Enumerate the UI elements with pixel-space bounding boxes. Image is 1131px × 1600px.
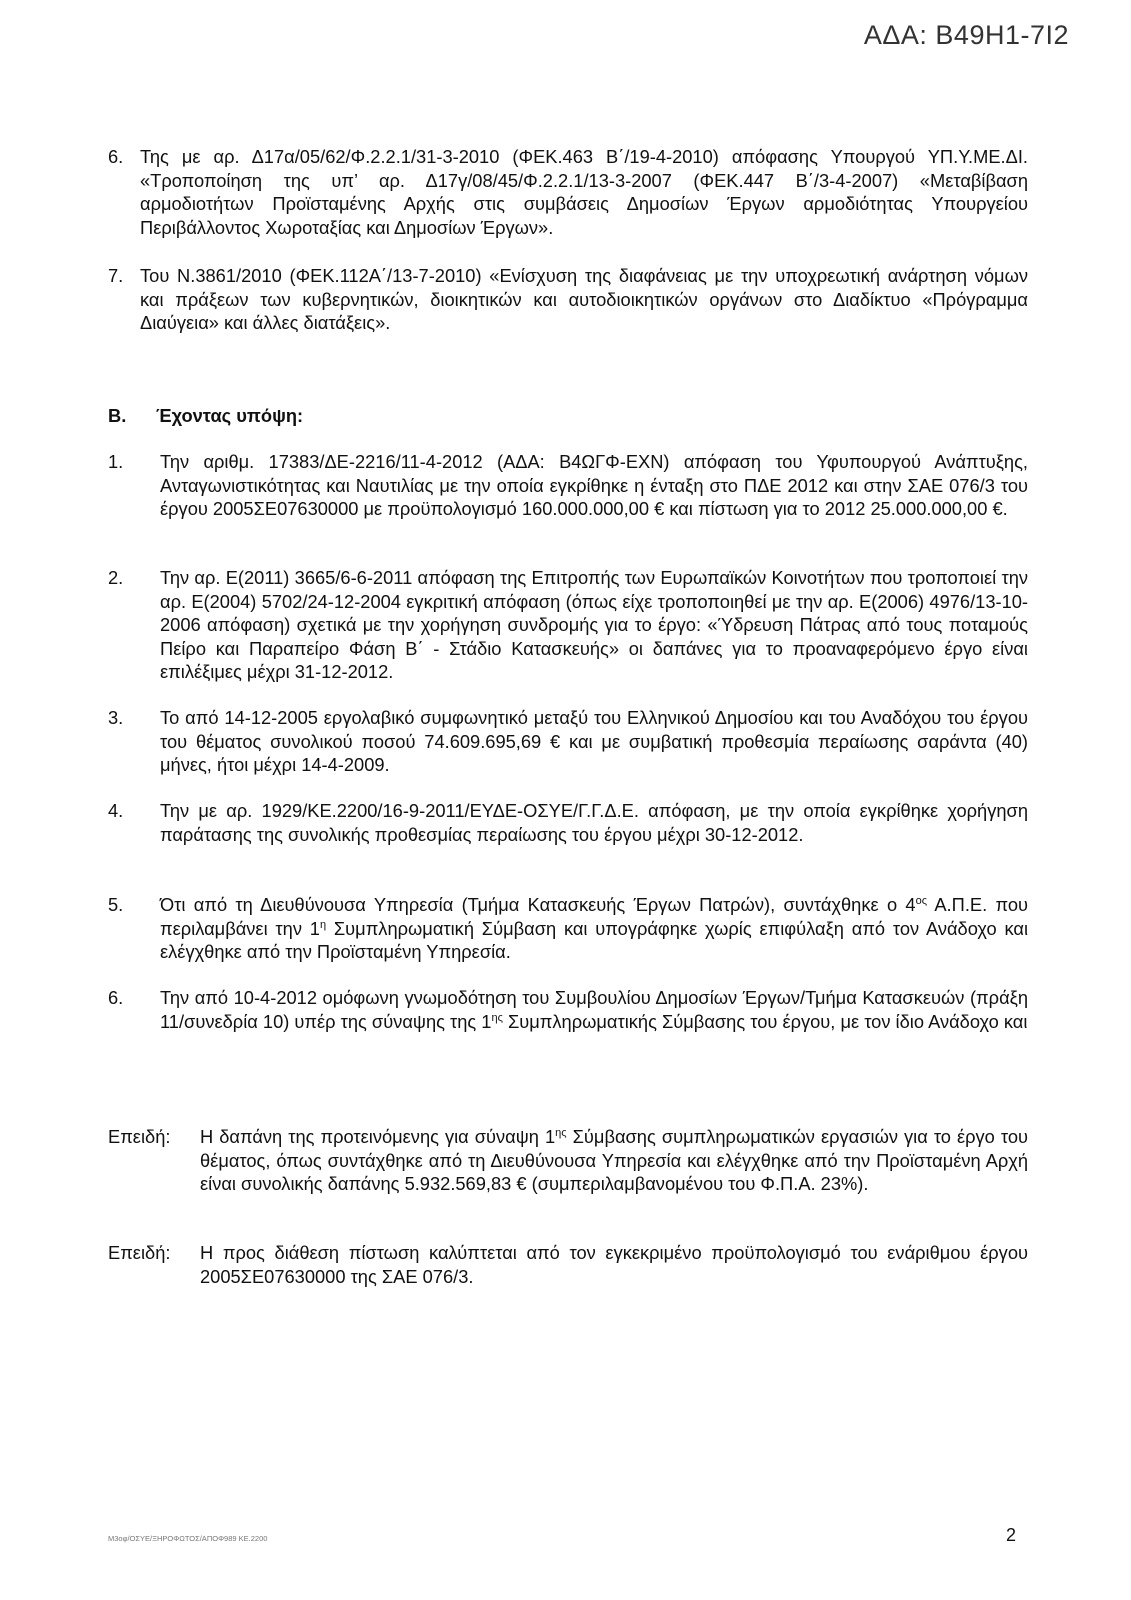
- item-text: Την αριθμ. 17383/ΔΕ-2216/11-4-2012 (ΑΔΑ: Β4ΩΓΦ-ΕΧΝ) απόφαση του Υφυπουργού Ανάπτυξης, Ανταγωνιστικότητας και Ναυτιλίας με την οποία εγκρίθηκε η ένταξη στο ΠΔΕ 2012 και στην ΣΑΕ 076/3 του έργου 2005ΣΕ07630000 με προϋπολογισμό 160.000.000,00 € και πίστωση για το 2012 25.000.000,00 €.: [160, 451, 1028, 519]
- item-number: 3.: [108, 707, 124, 728]
- item-text: Ότι από τη Διευθύνουσα Υπηρεσία (Τμήμα Κατασκευής Έργων Πατρών), συντάχθηκε ο $4^{o\varsigma}$ Α.Π.Ε. που περιλαμβάνει την $1^\eta$ Συμπληρωματική Σύμβαση και υπογράφηκε χωρίς επιφύλαξη από τον Ανάδοχο και ελέγχθηκε από την Προϊσταμένη Υπηρεσία.: [160, 894, 1029, 962]
- list-item: [108, 450, 1028, 521]
- item-number: 6.: [108, 146, 124, 167]
- list-item: [108, 706, 1028, 777]
- list-item: [108, 986, 1028, 1033]
- item-text: Την με αρ. 1929/ΚΕ.2200/16-9-2011/ΕΥΔΕ-ΟΣΥΕ/Γ.Γ.Δ.Ε. απόφαση, με την οποία εγκρίθηκε χορήγηση παράτασης της συνολικής προθεσμίας περαίωσης του έργου μέχρι 30-12-2012.: [160, 800, 1028, 845]
- consideration: [108, 1241, 1028, 1288]
- ada-code: ΑΔΑ: Β49Η1-7Ι2: [863, 20, 1069, 50]
- list-item: [108, 799, 1028, 846]
- item-text: Το από 14-12-2005 εργολαβικό συμφωνητικό μεταξύ του Ελληνικού Δημοσίου και του Αναδόχου του έργου του θέματος συνολικού ποσού 74.609.695,69 € και με συμβατική προθεσμία περαίωσης σαράντα (40) μήνες, ήτοι μέχρι 14-4-2009.: [160, 707, 1028, 775]
- section-b-heading: [108, 405, 303, 427]
- footer-reference: Μ3οφ/ΟΣΥΕ/ΞΗΡΟΦΩΤΟΣ/ΑΠΟΦ989 ΚΕ.2200: [108, 1534, 268, 1543]
- page-number: 2: [1006, 1525, 1017, 1545]
- item-text: Του Ν.3861/2010 (ΦΕΚ.112Α΄/13-7-2010) «Ενίσχυση της διαφάνειας με την υποχρεωτική ανάρτηση νόμων και πράξεων των κυβερνητικών, διοικητικών και αυτοδιοικητικών οργάνων στο Διαδίκτυο «Πρόγραμμα Διαύγεια» και άλλες διατάξεις».: [140, 265, 1028, 333]
- item-number: 7.: [108, 265, 124, 286]
- item-number: 6.: [108, 987, 124, 1008]
- item-number: 4.: [108, 800, 124, 821]
- consideration-text: Η προς διάθεση πίστωση καλύπτεται από τον εγκεκριμένο προϋπολογισμό του ενάριθμου έργου 2005ΣΕ07630000 της ΣΑΕ 076/3.: [200, 1242, 1028, 1287]
- consideration-label: Επειδή:: [108, 1126, 171, 1147]
- item-text: Της με αρ. Δ17α/05/62/Φ.2.2.1/31-3-2010 (ΦΕΚ.463 Β΄/19-4-2010) απόφασης Υπουργού ΥΠ.Υ.ΜΕ.ΔΙ. «Τροποποίηση της υπ’ αρ. Δ17γ/08/45/Φ.2.2.1/13-3-2007 (ΦΕΚ.447 Β΄/3-4-2007) «Μεταβίβαση αρμοδιοτήτων Προϊσταμένης Αρχής στις συμβάσεις Δημοσίων Έργων αρμοδιότητας Υπουργείου Περιβάλλοντος Χωροταξίας και Δημοσίων Έργων».: [140, 146, 1028, 238]
- item-number: 5.: [108, 894, 124, 915]
- item-number: 1.: [108, 451, 124, 472]
- section-a-item: [108, 264, 1028, 335]
- item-text: Την από 10-4-2012 ομόφωνη γνωμοδότηση του Συμβουλίου Δημοσίων Έργων/Τμήμα Κατασκευών (πράξη 11/συνεδρία 10) υπέρ της σύναψης της $1^{\eta\varsigma}$ Συμπληρωματικής Σύμβασης του έργου, με τον ίδιο Ανάδοχο και: [160, 987, 1028, 1032]
- section-a-item: [108, 145, 1028, 239]
- item-number: 2.: [108, 567, 124, 588]
- section-b-number: Β.: [108, 405, 127, 426]
- list-item: [108, 893, 1028, 964]
- consideration-text: Η δαπάνη της προτεινόμενης για σύναψη $1^{\eta\varsigma}$ Σύμβασης συμπληρωματικών εργασιών για το έργο του θέματος, όπως συντάχθηκε από τη Διευθύνουσα Υπηρεσία και ελέγχθηκε από την Προϊσταμένη Αρχή είναι συνολικής δαπάνης 5.932.569,83 € (συμπεριλαμβανομένου του Φ.Π.Α. 23%).: [200, 1126, 1028, 1194]
- section-b-title: Έχοντας υπόψη:: [156, 405, 304, 426]
- item-text: Την αρ. Ε(2011) 3665/6-6-2011 απόφαση της Επιτροπής των Ευρωπαϊκών Κοινοτήτων που τροποποιεί την αρ. Ε(2004) 5702/24-12-2004 εγκριτική απόφαση (όπως είχε τροποποιηθεί με την αρ. Ε(2006) 4976/13-10-2006 απόφαση) σχετικά με την χορήγηση συνδρομής για το έργο: «Ύδρευση Πάτρας από τους ποταμούς Πείρο και Παραπείρο Φάση Β΄ - Στάδιο Κατασκευής» οι δαπάνες για το προαναφερόμενο έργο είναι επιλέξιμες μέχρι 31-12-2012.: [160, 567, 1028, 682]
- consideration-label: Επειδή:: [108, 1242, 171, 1263]
- list-item: [108, 566, 1028, 684]
- consideration: [108, 1125, 1028, 1196]
